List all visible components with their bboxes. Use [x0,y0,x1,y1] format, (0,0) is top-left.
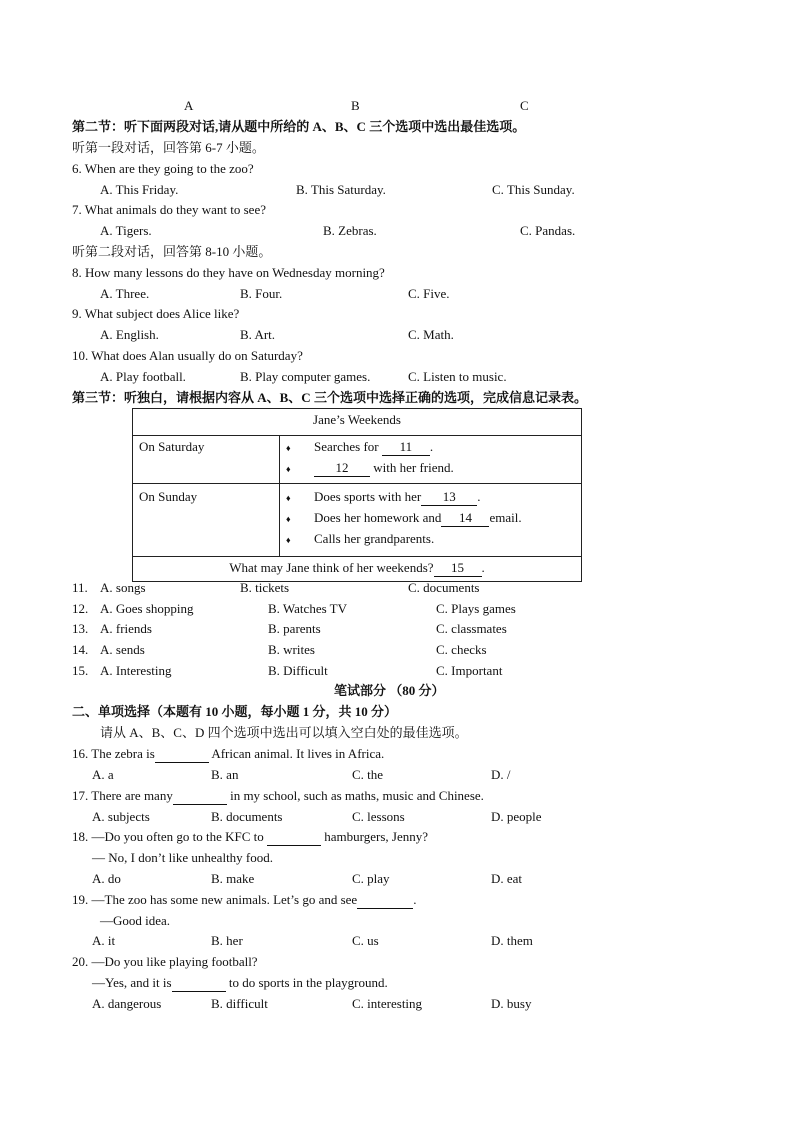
image-option-label-c: C [520,98,529,113]
section3-heading: 第三节：听独白，请根据内容从 A、B、C 三个选项中选择正确的选项，完成信息记录表。 [72,390,587,405]
sunday-label: On Sunday [133,484,280,557]
bullet-icon: ♦ [286,535,291,545]
dialog2-intro: 听第二段对话，回答第 8-10 小题。 [72,244,272,259]
q16-blank[interactable] [155,746,209,763]
q8-option-b[interactable]: B. Four. [240,286,283,301]
sat1-period: . [429,439,434,454]
q16-option-a[interactable]: A. a [92,767,114,782]
q19-blank[interactable] [357,892,413,909]
q10-option-c[interactable]: C. Listen to music. [408,369,507,384]
opt12-b[interactable]: B. Watches TV [268,601,347,616]
sun3-text: Calls her grandparents. [314,531,435,546]
opt15-c[interactable]: C. Important [436,663,503,678]
q18-option-d[interactable]: D. eat [491,871,523,886]
opt12-a[interactable]: A. Goes shopping [100,601,194,616]
question-10: 10. What does Alan usually do on Saturday? [72,348,303,363]
opt14-number: 14. [72,642,89,657]
table-footer [133,557,582,582]
footer-text: What may Jane think of her weekends? [229,560,434,575]
q19-option-b[interactable]: B. her [211,933,243,948]
q18-option-a[interactable]: A. do [92,871,121,886]
q8-option-c[interactable]: C. Five. [408,286,450,301]
blank-11[interactable]: 11 [382,439,430,456]
section2-heading: 第二节：听下面两段对话,请从题中所给的 A、B、C 三个选项中选出最佳选项。 [72,119,526,134]
saturday-activities [280,436,582,484]
dialog1-intro: 听第一段对话，回答第 6-7 小题。 [72,140,265,155]
question-6: 6. When are they going to the zoo? [72,161,254,176]
q16-option-c[interactable]: C. the [352,767,384,782]
question-8: 8. How many lessons do they have on Wednesday morning? [72,265,385,280]
blank-14[interactable]: 14 [441,510,489,527]
q18-option-c[interactable]: C. play [352,871,390,886]
opt14-a[interactable]: A. sends [100,642,145,657]
q9-option-a[interactable]: A. English. [100,327,159,342]
opt11-number: 11. [72,580,88,595]
q6-option-a[interactable]: A. This Friday. [100,182,179,197]
bullet-icon: ♦ [286,464,291,474]
q17-option-c[interactable]: C. lessons [352,809,405,824]
q6-option-b[interactable]: B. This Saturday. [296,182,386,197]
opt15-a[interactable]: A. Interesting [100,663,172,678]
q19-reply: —Good idea. [100,913,171,928]
q18-blank[interactable] [267,829,321,846]
opt11-b[interactable]: B. tickets [240,580,290,595]
q20-blank[interactable] [172,975,226,992]
info-record-table [132,408,582,582]
opt12-number: 12. [72,601,89,616]
blank-15[interactable]: 15 [434,560,482,577]
opt13-b[interactable]: B. parents [268,621,321,636]
q7-option-c[interactable]: C. Pandas. [520,223,576,238]
q10-option-a[interactable]: A. Play football. [100,369,186,384]
sunday-activities [280,484,582,557]
bullet-icon: ♦ [286,443,291,453]
opt13-a[interactable]: A. friends [100,621,152,636]
sun1-period: . [477,489,481,504]
question-16: 16. The zebra is African animal. It lives in Africa. [72,746,385,761]
q10-option-b[interactable]: B. Play computer games. [240,369,371,384]
question-19: 19. —The zoo has some new animals. Let’s go and see . [72,892,417,907]
q9-option-c[interactable]: C. Math. [408,327,454,342]
opt15-number: 15. [72,663,89,678]
opt11-a[interactable]: A. songs [100,580,146,595]
q18-option-b[interactable]: B. make [211,871,255,886]
opt14-c[interactable]: C. checks [436,642,487,657]
mc-section-heading: 二、单项选择（本题有 10 小题，每小题 1 分，共 10 分） [72,704,398,719]
q6-option-c[interactable]: C. This Sunday. [492,182,575,197]
q16-option-b[interactable]: B. an [211,767,239,782]
q20-option-d[interactable]: D. busy [491,996,532,1011]
opt14-b[interactable]: B. writes [268,642,315,657]
opt15-b[interactable]: B. Difficult [268,663,328,678]
sat1-text: Searches for [314,439,379,454]
question-20: 20. —Do you like playing football? [72,954,258,969]
mc-instruction: 请从 A、B、C、D 四个选项中选出可以填入空白处的最佳选项。 [100,725,468,740]
q19-option-c[interactable]: C. us [352,933,379,948]
image-option-label-b: B [351,98,360,113]
written-part-title: 笔试部分 （80 分） [334,683,445,698]
sun1-text: Does sports with her [314,489,422,504]
opt13-c[interactable]: C. classmates [436,621,507,636]
q20-option-b[interactable]: B. difficult [211,996,268,1011]
sun2-text: Does her homework and [314,510,442,525]
q18-reply: — No, I don’t like unhealthy food. [92,850,274,865]
question-17: 17. There are many in my school, such as maths, music and Chinese. [72,788,484,803]
blank-12[interactable]: 12 [314,460,370,477]
q17-option-b[interactable]: B. documents [211,809,283,824]
q17-option-d[interactable]: D. people [491,809,542,824]
table-title: Jane’s Weekends [133,409,582,436]
image-option-label-a: A [184,98,194,113]
q17-blank[interactable] [173,788,227,805]
q9-option-b[interactable]: B. Art. [240,327,276,342]
sun2-text-end: email. [489,510,522,525]
q16-option-d[interactable]: D. / [491,767,511,782]
q19-option-a[interactable]: A. it [92,933,116,948]
q17-option-a[interactable]: A. subjects [92,809,150,824]
question-7: 7. What animals do they want to see? [72,202,266,217]
q8-option-a[interactable]: A. Three. [100,286,150,301]
opt12-c[interactable]: C. Plays games [436,601,516,616]
q7-option-b[interactable]: B. Zebras. [323,223,377,238]
q20-option-c[interactable]: C. interesting [352,996,423,1011]
q19-option-d[interactable]: D. them [491,933,533,948]
footer-period: . [481,560,485,575]
opt11-c[interactable]: C. documents [408,580,480,595]
question-18: 18. —Do you often go to the KFC to hamburgers, Jenny? [72,829,428,844]
q7-option-a[interactable]: A. Tigers. [100,223,152,238]
bullet-icon: ♦ [286,493,291,503]
opt13-number: 13. [72,621,89,636]
question-9: 9. What subject does Alice like? [72,306,240,321]
sat2-text: with her friend. [373,460,454,475]
blank-13[interactable]: 13 [421,489,477,506]
saturday-label: On Saturday [133,436,280,484]
bullet-icon: ♦ [286,514,291,524]
q20-reply: —Yes, and it is to do sports in the playground. [92,975,388,990]
q20-option-a[interactable]: A. dangerous [92,996,162,1011]
